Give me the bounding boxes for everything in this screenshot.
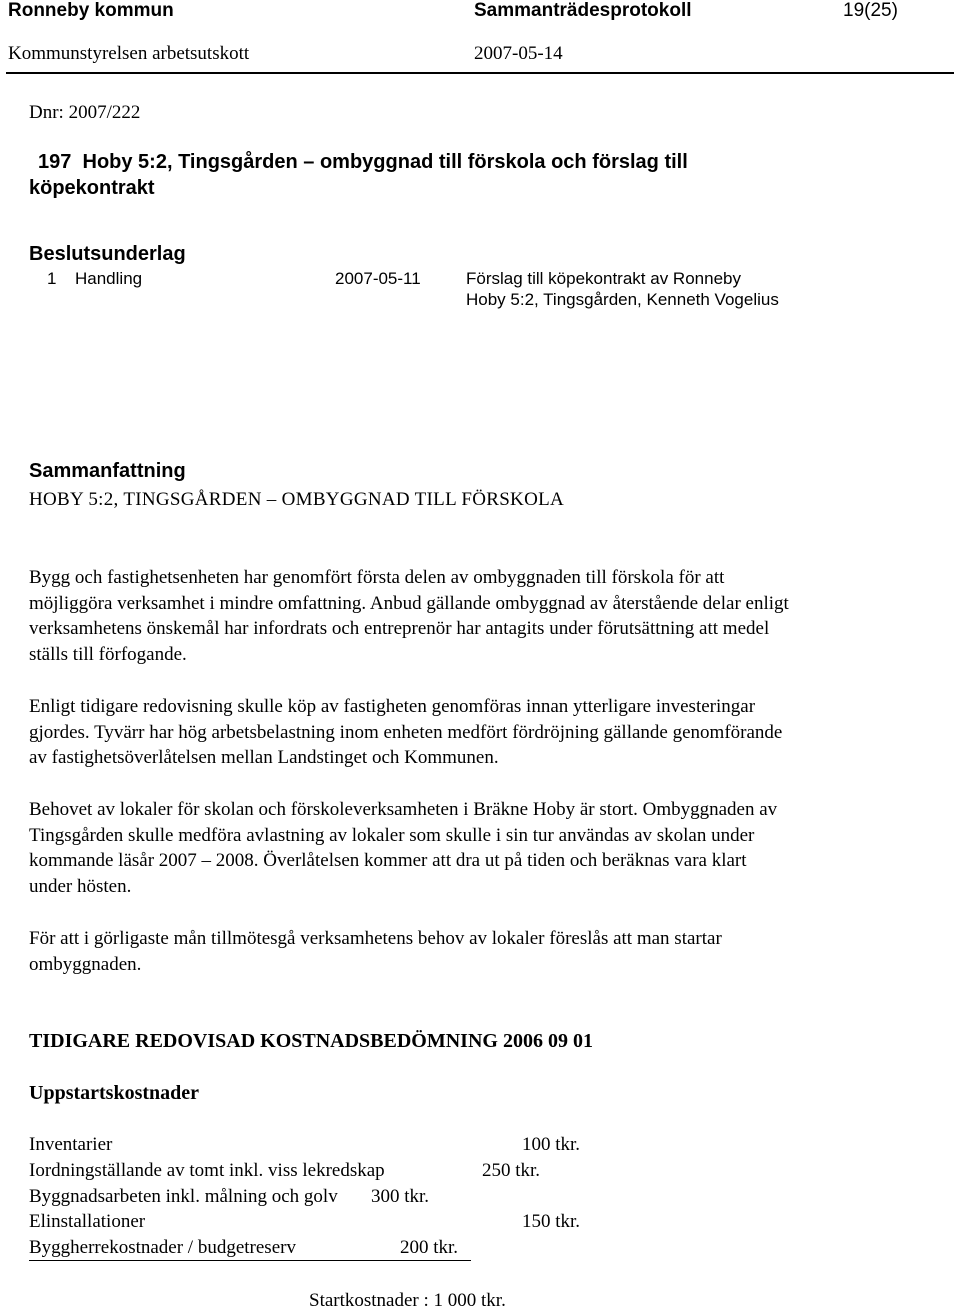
summary-paragraph-2 (29, 694, 929, 771)
text-line: av fastighetsöverlåtelsen mellan Landstinget och Kommunen. (29, 747, 499, 769)
attachment-desc-line2: Hoby 5:2, Tingsgården, Kenneth Vogelius (466, 290, 779, 309)
cost-row-label: Byggherrekostnader / budgetreserv (29, 1237, 296, 1258)
page-number: 19(25) (843, 0, 898, 21)
cost-row-label: Inventarier (29, 1134, 113, 1155)
section-title-line1: Hoby 5:2, Tingsgården – ombyggnad till förskola och förslag till (82, 151, 688, 173)
header-rule (6, 72, 954, 74)
summary-paragraph-3 (29, 797, 929, 900)
cost-row-last (29, 1237, 471, 1261)
text-line: Behovet av lokaler för skolan och förskoleverksamheten i Bräkne Hoby är stort. Ombyggnaden av (29, 799, 778, 820)
attachment-desc-line1: Förslag till köpekontrakt av Ronneby (466, 269, 741, 288)
attachment-type: Handling (75, 269, 143, 288)
text-line: gjordes. Tyvärr har hög arbetsbelastning inom enheten medfört fördröjning gällande genomförande (29, 721, 783, 743)
cost-row-amount: 200 tkr. (400, 1237, 459, 1258)
cost-row-amount: 150 tkr. (522, 1211, 581, 1232)
section-title-line2: köpekontrakt (29, 177, 155, 199)
cost-row-amount: 250 tkr. (482, 1160, 541, 1181)
text-line: ombyggnaden. (29, 953, 142, 975)
text-line: För att i görligaste mån tillmötesgå verksamhetens behov av lokaler föreslås att man startar (29, 928, 722, 949)
beslutsunderlag-heading: Beslutsunderlag (29, 243, 186, 265)
cost-heading: TIDIGARE REDOVISAD KOSTNADSBEDÖMNING 2006 09 01 (29, 1030, 593, 1052)
text-line: Bygg och fastighetsenheten har genomfört första delen av ombyggnaden till förskola för att (29, 567, 725, 588)
text-line: Enligt tidigare redovisning skulle köp av fastigheten genomföras innan ytterligare investeringar (29, 696, 756, 717)
cost-row-label: Iordningställande av tomt inkl. viss lekredskap (29, 1160, 385, 1181)
cost-subheading: Uppstartskostnader (29, 1082, 200, 1104)
section-number: 197 (38, 151, 72, 173)
meeting-date: 2007-05-14 (474, 43, 563, 64)
attachment-number: 1 (47, 269, 57, 288)
cost-row-amount: 300 tkr. (371, 1186, 430, 1207)
text-line: kommande läsår 2007 – 2008. Överlåtelsen kommer att dra ut på tiden och beräknas vara klart (29, 850, 747, 872)
cost-total: Startkostnader : 1 000 tkr. (309, 1290, 506, 1311)
cost-row-label: Byggnadsarbeten inkl. målning och golv (29, 1186, 338, 1207)
attachment-date: 2007-05-11 (335, 269, 421, 288)
summary-heading: Sammanfattning (29, 460, 186, 482)
cost-row-label: Elinstallationer (29, 1211, 146, 1232)
text-line: Tingsgården skulle medföra avlastning av lokaler som skulle i sin tur användas av skolan under (29, 824, 755, 846)
summary-paragraph-1 (29, 565, 929, 668)
text-line: under hösten. (29, 876, 132, 898)
text-line: ställs till förfogande. (29, 644, 187, 666)
summary-paragraph-4 (29, 926, 929, 977)
diary-number: Dnr: 2007/222 (29, 102, 141, 123)
committee-name: Kommunstyrelsen arbetsutskott (8, 43, 250, 64)
document-type: Sammanträdesprotokoll (474, 0, 692, 21)
cost-row-amount: 100 tkr. (522, 1134, 581, 1155)
text-line: verksamhetens önskemål har infordrats och entreprenör har antagits under förutsättning att medel (29, 618, 770, 640)
section-title (38, 149, 688, 175)
summary-subheading: HOBY 5:2, TINGSGÅRDEN – OMBYGGNAD TILL FÖRSKOLA (29, 489, 565, 510)
text-line: möjliggöra verksamhet i mindre omfattning. Anbud gällande ombyggnad av återstående delar enligt (29, 592, 789, 614)
org-name: Ronneby kommun (8, 0, 174, 21)
